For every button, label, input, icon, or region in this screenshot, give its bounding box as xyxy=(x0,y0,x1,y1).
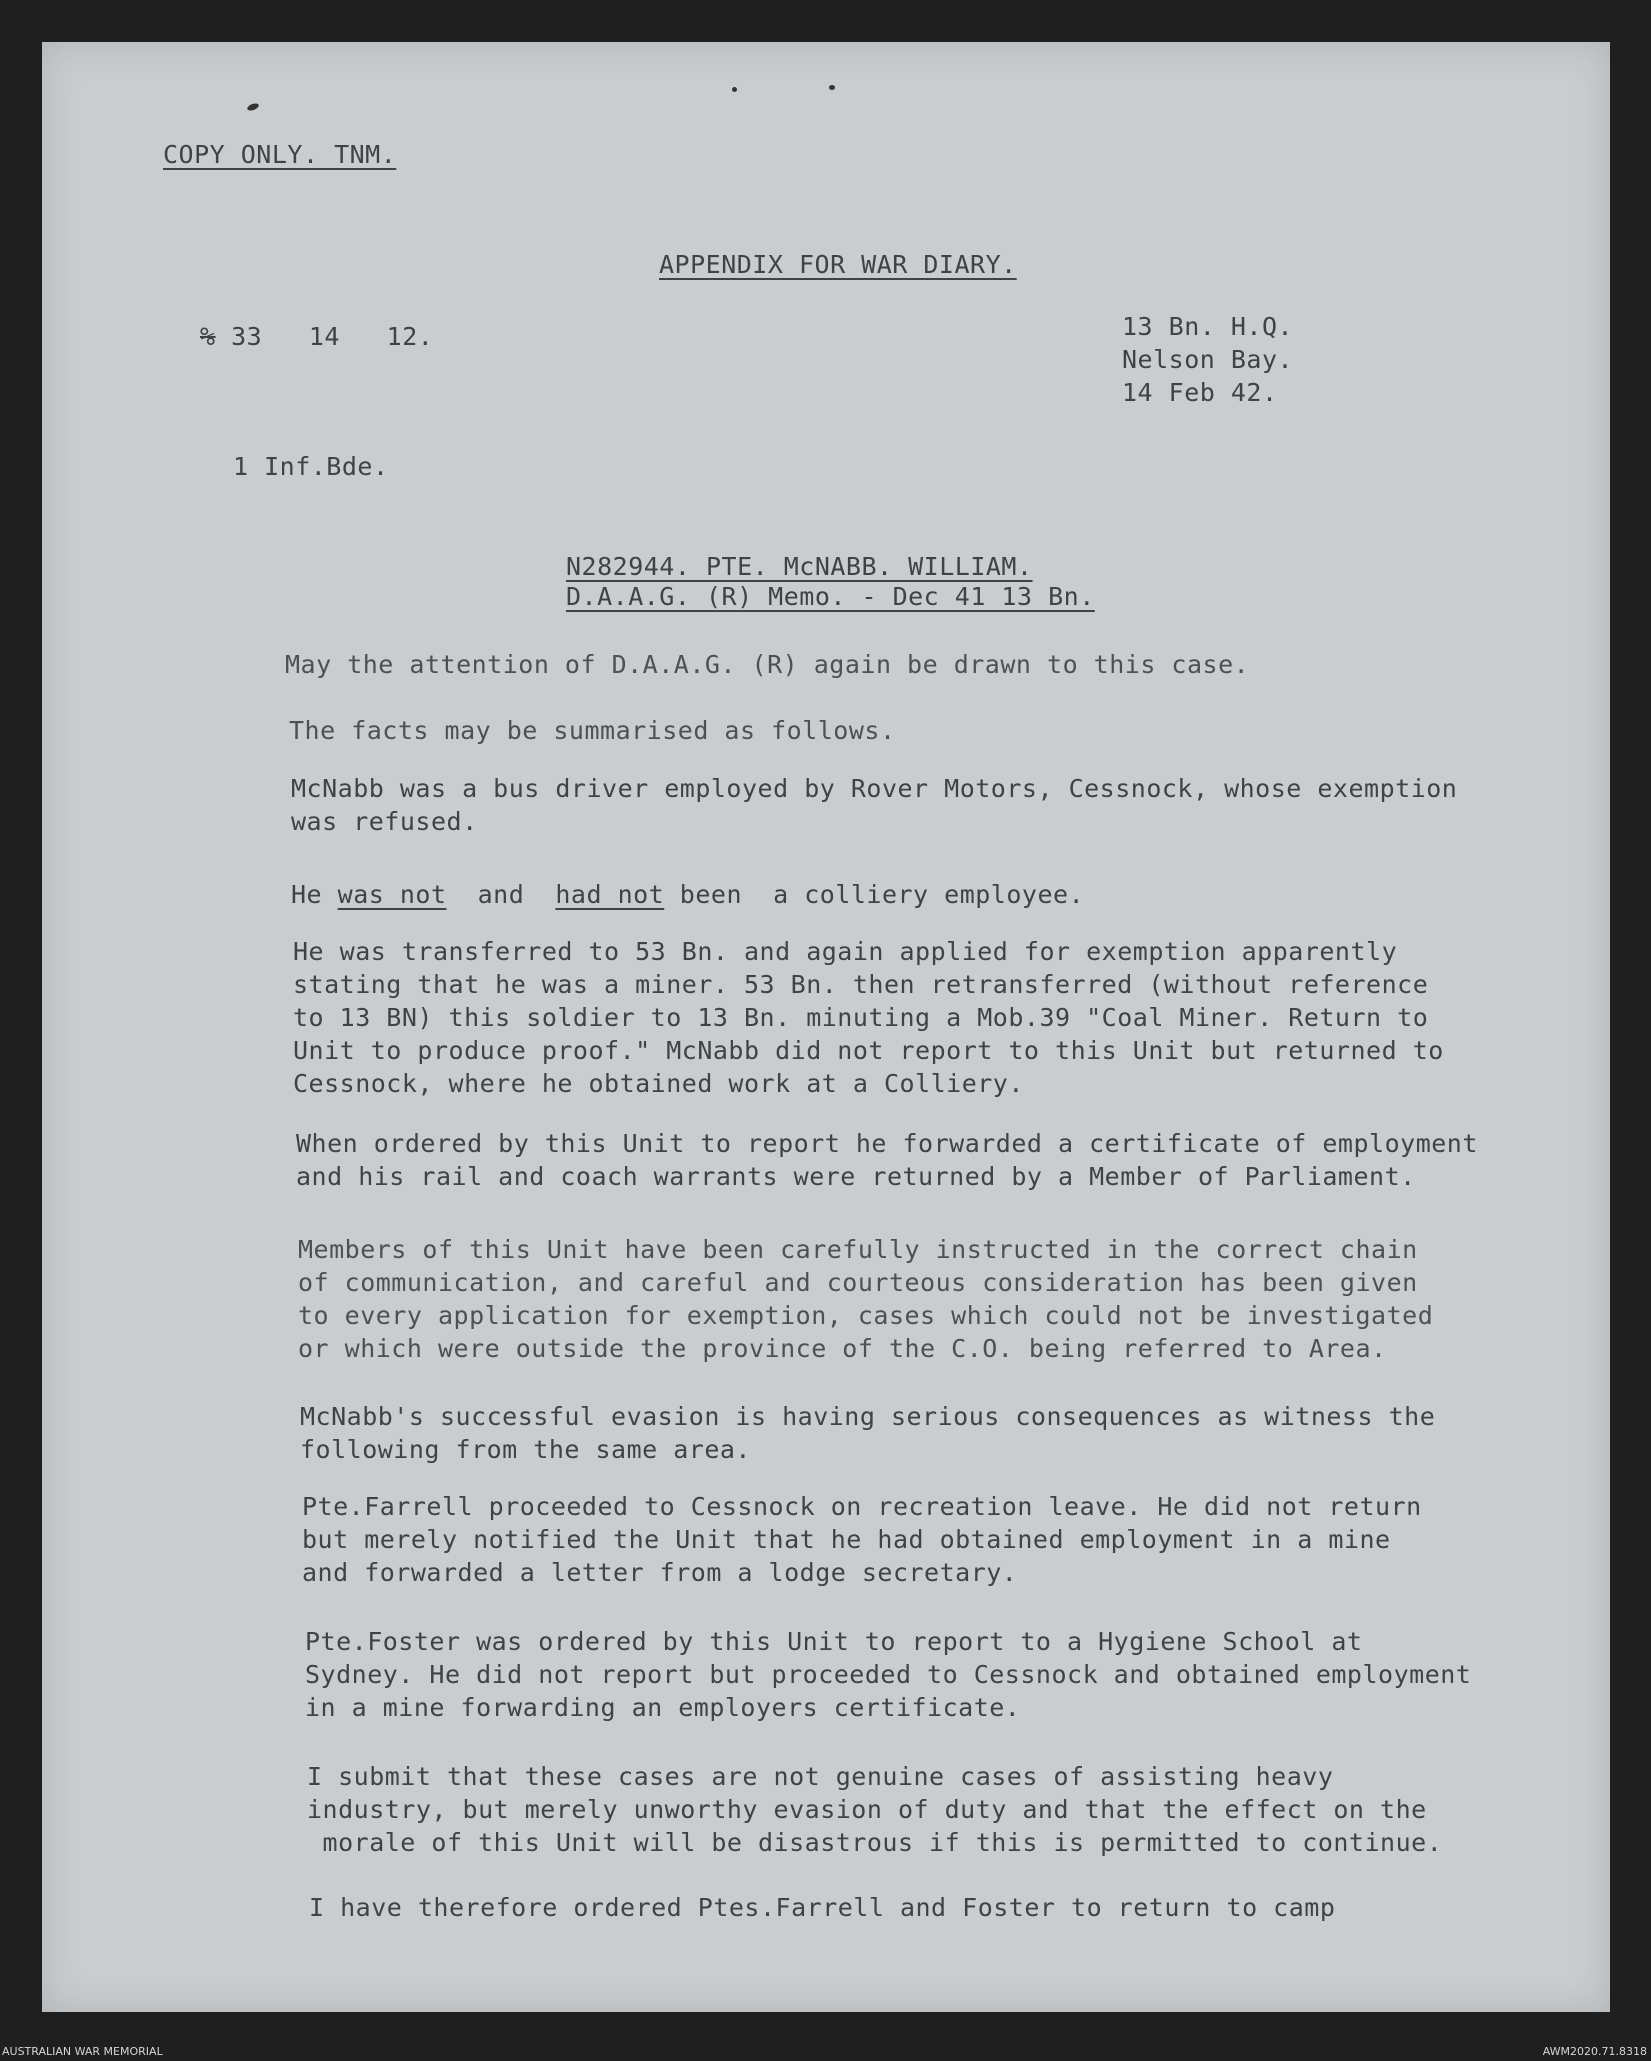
subject-line-2: D.A.A.G. (R) Memo. - Dec 41 13 Bn. xyxy=(566,582,1095,611)
text-line: to every application for exemption, cases which could not be investigated xyxy=(298,1301,1434,1330)
text-line: When ordered by this Unit to report he forwarded a certificate of employment xyxy=(296,1129,1478,1158)
paragraph-1: May the attention of D.A.A.G. (R) again be drawn to this case. xyxy=(285,650,1250,679)
text-line: or which were outside the province of the C.O. being referred to Area. xyxy=(298,1334,1387,1363)
paragraph-2: The facts may be summarised as follows. xyxy=(289,716,896,745)
text-line: McNabb's successful evasion is having serious consequences as witness the xyxy=(300,1402,1436,1431)
paragraph-7 xyxy=(298,1233,1433,1365)
text-line: Unit to produce proof." McNabb did not report to this Unit but returned to xyxy=(293,1036,1444,1065)
underlined-phrase: had not xyxy=(555,880,665,909)
text-line: morale of this Unit will be disastrous if this is permitted to continue. xyxy=(307,1828,1443,1857)
text-line: to 13 BN) this soldier to 13 Bn. minuting a Mob.39 "Coal Miner. Return to xyxy=(293,1003,1429,1032)
text-line: and his rail and coach warrants were returned by a Member of Parliament. xyxy=(296,1162,1416,1191)
text-segment: and xyxy=(446,880,556,909)
paragraph-10 xyxy=(305,1625,1471,1724)
reference-value: 33 14 12. xyxy=(231,322,434,351)
subject-line-1: N282944. PTE. McNABB. WILLIAM. xyxy=(566,552,1033,581)
address-line: 13 Bn. H.Q. xyxy=(1122,312,1294,341)
text-segment: He xyxy=(291,880,338,909)
text-line: Cessnock, where he obtained work at a Colliery. xyxy=(293,1069,1024,1098)
archive-credit: AUSTRALIAN WAR MEMORIAL xyxy=(2,2045,163,2058)
text-line: following from the same area. xyxy=(300,1435,751,1464)
date-line: 14 Feb 42. xyxy=(1122,378,1278,407)
paragraph-9 xyxy=(302,1490,1422,1589)
struck-symbol: % xyxy=(200,322,216,351)
paragraph-12: I have therefore ordered Ptes.Farrell and Foster to return to camp xyxy=(309,1893,1336,1922)
ink-speck xyxy=(246,102,259,112)
text-line: industry, but merely unworthy evasion of duty and that the effect on the xyxy=(307,1795,1427,1824)
reference-number xyxy=(200,322,433,351)
text-line: was refused. xyxy=(291,807,478,836)
text-line: He was transferred to 53 Bn. and again applied for exemption apparently xyxy=(293,937,1398,966)
paragraph-5 xyxy=(293,935,1444,1100)
text-segment: been a colliery employee. xyxy=(664,880,1085,909)
document-title: APPENDIX FOR WAR DIARY. xyxy=(659,250,1017,279)
addressee: 1 Inf.Bde. xyxy=(233,452,389,481)
text-line: stating that he was a miner. 53 Bn. then retransferred (without reference xyxy=(293,970,1429,999)
ink-speck xyxy=(732,87,737,92)
copy-note: COPY ONLY. TNM. xyxy=(163,140,397,169)
underlined-phrase: was not xyxy=(337,880,447,909)
text-line: and forwarded a letter from a lodge secretary. xyxy=(302,1558,1018,1587)
sender-address xyxy=(1122,310,1293,409)
text-line: in a mine forwarding an employers certificate. xyxy=(305,1693,1021,1722)
ink-speck xyxy=(829,85,835,90)
text-line: but merely notified the Unit that he had obtained employment in a mine xyxy=(302,1525,1391,1554)
text-line: Pte.Farrell proceeded to Cessnock on recreation leave. He did not return xyxy=(302,1492,1422,1521)
text-line: I submit that these cases are not genuine cases of assisting heavy xyxy=(307,1762,1334,1791)
text-line: Sydney. He did not report but proceeded to Cessnock and obtained employment xyxy=(305,1660,1472,1689)
paragraph-6 xyxy=(296,1127,1478,1193)
text-line: Pte.Foster was ordered by this Unit to report to a Hygiene School at xyxy=(305,1627,1363,1656)
text-line: McNabb was a bus driver employed by Rover Motors, Cessnock, whose exemption xyxy=(291,774,1458,803)
text-line: of communication, and careful and courteous consideration has been given xyxy=(298,1268,1418,1297)
paragraph-3 xyxy=(291,772,1457,838)
archive-reference: AWM2020.71.8318 xyxy=(1542,2045,1647,2058)
paragraph-8 xyxy=(300,1400,1435,1466)
address-line: Nelson Bay. xyxy=(1122,345,1294,374)
paragraph-11 xyxy=(307,1760,1442,1859)
text-line: Members of this Unit have been carefully instructed in the correct chain xyxy=(298,1235,1418,1264)
paragraph-4 xyxy=(291,880,1084,909)
